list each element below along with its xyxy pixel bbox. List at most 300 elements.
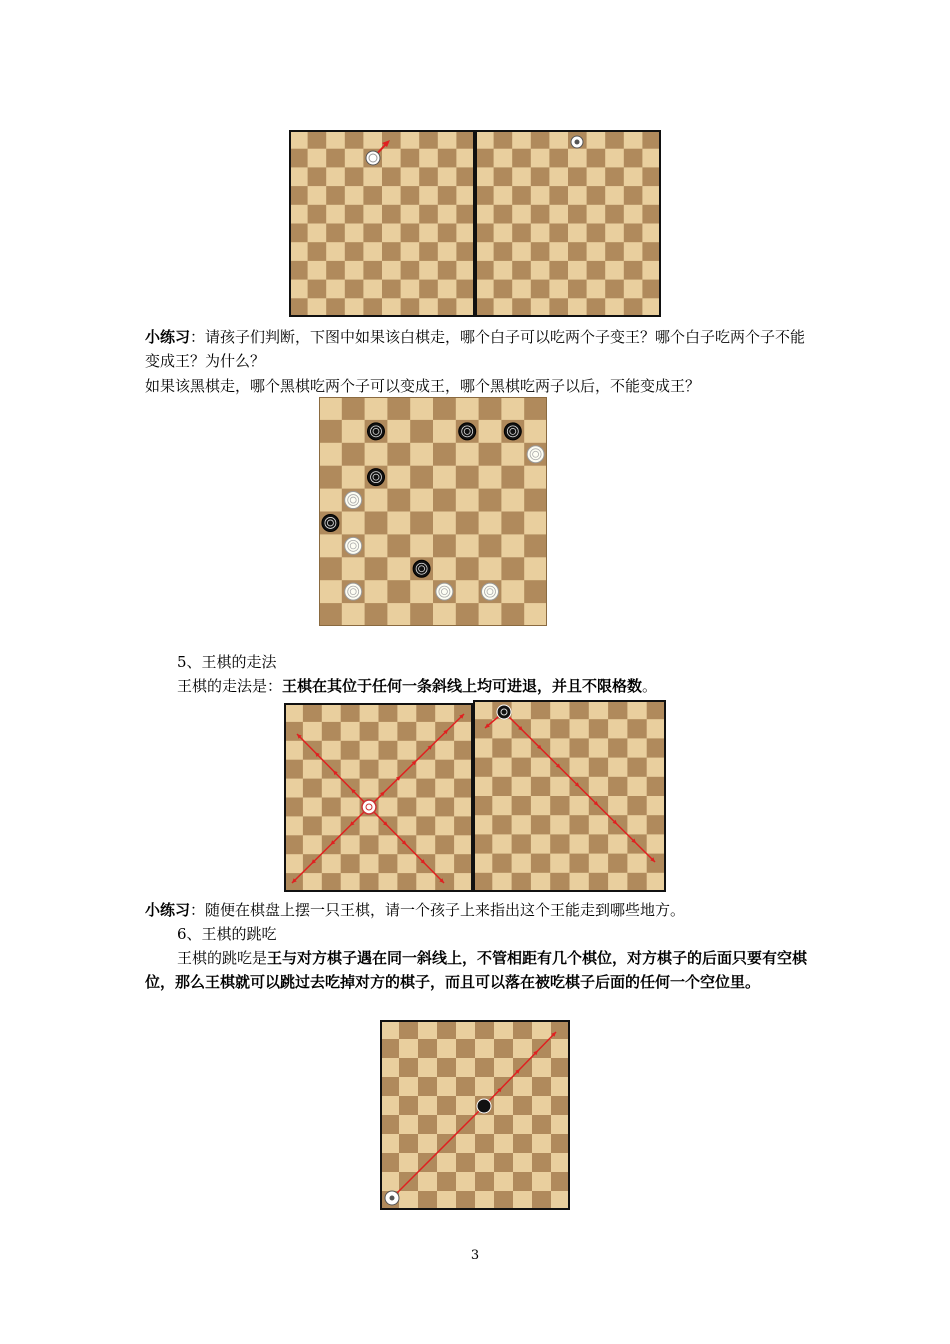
board-square: [345, 149, 364, 168]
board-square: [345, 167, 364, 186]
board-square: [456, 298, 475, 317]
exercise2-text: ：随便在棋盘上摆一只王棋，请一个孩子上来指出这个王能走到哪些地方。: [190, 901, 686, 919]
board-square: [416, 835, 435, 854]
board-square: [473, 796, 493, 816]
board-square: [549, 280, 568, 299]
board-square: [524, 397, 547, 420]
board-square: [380, 1172, 400, 1192]
board-square: [365, 443, 388, 466]
board-square: [627, 796, 647, 816]
board-square: [608, 777, 628, 797]
board-square: [322, 854, 341, 873]
board-square: [589, 815, 609, 835]
board-square: [513, 1134, 533, 1154]
board-square: [642, 130, 661, 149]
board-square: [531, 815, 551, 835]
board-square: [345, 261, 364, 280]
black-man-piece: [477, 1099, 491, 1113]
board-square: [418, 1077, 438, 1097]
board-square: [379, 760, 398, 779]
board-square: [624, 167, 643, 186]
board-square: [550, 873, 570, 892]
board-square: [401, 130, 420, 149]
board-square: [512, 242, 531, 261]
board-square: [647, 719, 666, 739]
board-square: [387, 557, 410, 580]
board-square: [435, 703, 454, 722]
board-square: [418, 1172, 438, 1192]
board-square: [479, 420, 502, 443]
board-square: [365, 557, 388, 580]
board-square: [531, 261, 550, 280]
board-square: [418, 1096, 438, 1116]
board-square: [479, 489, 502, 512]
board-square: [380, 1039, 400, 1059]
board-square: [531, 873, 551, 892]
board-square: [494, 1096, 514, 1116]
board-square: [513, 1115, 533, 1135]
board-square: [456, 1077, 476, 1097]
board-square: [551, 1153, 570, 1173]
board-square: [399, 1153, 419, 1173]
board-square: [475, 242, 494, 261]
board-square: [608, 796, 628, 816]
board-square: [570, 700, 590, 720]
board-square: [289, 186, 308, 205]
board-square: [454, 835, 473, 854]
board-square: [399, 1191, 419, 1210]
board-square: [284, 779, 303, 798]
board-square: [501, 603, 524, 626]
board-square: [456, 443, 479, 466]
board-square: [360, 760, 379, 779]
black-piece: [459, 423, 476, 440]
board-square: [479, 557, 502, 580]
board-square: [438, 149, 457, 168]
board-square: [435, 760, 454, 779]
board-square: [475, 1115, 495, 1135]
board-square: [513, 1020, 533, 1040]
board-square: [456, 1172, 476, 1192]
board-square: [605, 167, 624, 186]
board-square: [605, 242, 624, 261]
board-square: [570, 873, 590, 892]
board-square: [531, 186, 550, 205]
board-square: [513, 1172, 533, 1192]
board-square: [365, 580, 388, 603]
board-square: [454, 779, 473, 798]
board-square: [382, 167, 401, 186]
board-square: [549, 186, 568, 205]
board-square: [322, 816, 341, 835]
board-square: [475, 224, 494, 243]
board-square: [326, 224, 345, 243]
board-square: [627, 815, 647, 835]
board-square: [438, 205, 457, 224]
board-square: [473, 854, 493, 874]
board-square: [642, 186, 661, 205]
board-square: [438, 261, 457, 280]
board-square: [587, 242, 606, 261]
board-square: [397, 722, 416, 741]
board-square: [475, 1191, 495, 1210]
board-square: [605, 280, 624, 299]
board-square: [550, 854, 570, 874]
board-square: [382, 149, 401, 168]
board-square: [345, 224, 364, 243]
board-square: [410, 397, 433, 420]
board-square: [303, 835, 322, 854]
board-square: [456, 1096, 476, 1116]
board-square: [531, 796, 551, 816]
board-square: [419, 280, 438, 299]
board-square: [419, 224, 438, 243]
board-square: [551, 1058, 570, 1078]
board-square: [532, 1039, 552, 1059]
board-square: [570, 854, 590, 874]
board-square: [479, 603, 502, 626]
board-square: [418, 1134, 438, 1154]
board-square: [494, 186, 513, 205]
board-square: [319, 534, 342, 557]
exercise1-label: 小练习: [145, 328, 191, 346]
board-square: [308, 149, 327, 168]
board-square: [608, 758, 628, 778]
board-square: [647, 777, 666, 797]
board-square: [642, 149, 661, 168]
exercise1-paragraph: [145, 325, 810, 373]
board-square: [397, 854, 416, 873]
board-square: [289, 224, 308, 243]
board-square: [494, 1115, 514, 1135]
board-square: [605, 298, 624, 317]
board-square: [512, 738, 532, 758]
board-square: [531, 130, 550, 149]
board-square: [570, 738, 590, 758]
board-square: [587, 280, 606, 299]
board-square: [319, 557, 342, 580]
board-square: [326, 149, 345, 168]
board-square: [551, 1172, 570, 1192]
board-square: [365, 603, 388, 626]
board-square: [303, 703, 322, 722]
board-square: [360, 779, 379, 798]
board-square: [605, 205, 624, 224]
board-square: [492, 815, 512, 835]
board-square: [345, 186, 364, 205]
board-square: [382, 242, 401, 261]
board-square: [549, 261, 568, 280]
board-square: [550, 777, 570, 797]
board-square: [550, 834, 570, 854]
board-square: [524, 512, 547, 535]
board-square: [479, 397, 502, 420]
board-square: [410, 534, 433, 557]
board-square: [399, 1039, 419, 1059]
section5-paragraph: 王棋的走法是：王棋在其位于任何一条斜线上均可进退，并且不限格数。: [177, 677, 658, 695]
board-square: [532, 1020, 552, 1040]
board-square: [501, 443, 524, 466]
board-square: [454, 722, 473, 741]
board-square: [642, 298, 661, 317]
board-square: [549, 224, 568, 243]
board-square: [512, 298, 531, 317]
board-square: [360, 703, 379, 722]
board-square: [303, 873, 322, 892]
board-square: [608, 719, 628, 739]
board-square: [494, 1153, 514, 1173]
board-square: [326, 130, 345, 149]
board-square: [492, 777, 512, 797]
board-square: [624, 261, 643, 280]
board-square: [570, 719, 590, 739]
board-square: [532, 1191, 552, 1210]
board-square: [419, 205, 438, 224]
board-square: [322, 779, 341, 798]
board-square: [473, 758, 493, 778]
white-piece: [345, 583, 362, 600]
board-square: [531, 834, 551, 854]
board-square: [289, 298, 308, 317]
board-square: [568, 149, 587, 168]
board-square: [454, 873, 473, 892]
board-square: [435, 798, 454, 817]
board-square: [380, 1134, 400, 1154]
board-square: [512, 224, 531, 243]
board-square: [326, 298, 345, 317]
board-square: [456, 512, 479, 535]
board-square: [475, 1020, 495, 1040]
board-square: [308, 224, 327, 243]
board-square: [647, 738, 666, 758]
board-square: [399, 1077, 419, 1097]
board-square: [303, 798, 322, 817]
section5-heading: 5、王棋的走法: [177, 653, 277, 671]
board-square: [326, 242, 345, 261]
board-square: [479, 466, 502, 489]
board-square: [494, 149, 513, 168]
board-square: [551, 1020, 570, 1040]
board-square: [456, 534, 479, 557]
board-square: [342, 397, 365, 420]
board-square: [433, 397, 456, 420]
board-square: [438, 167, 457, 186]
board-square: [568, 186, 587, 205]
board-square: [399, 1096, 419, 1116]
board-square: [589, 873, 609, 892]
white-king-piece: [362, 800, 376, 814]
board-square: [531, 167, 550, 186]
board-square: [473, 738, 493, 758]
board-square: [501, 512, 524, 535]
board-square: [608, 834, 628, 854]
board-square: [531, 777, 551, 797]
board-square: [479, 534, 502, 557]
board-square: [587, 298, 606, 317]
board-square: [319, 420, 342, 443]
board-square: [382, 261, 401, 280]
board-square: [624, 298, 643, 317]
board-square: [647, 834, 666, 854]
board-square: [589, 719, 609, 739]
board-square: [341, 722, 360, 741]
board-square: [360, 722, 379, 741]
board-square: [438, 130, 457, 149]
board-square: [401, 186, 420, 205]
board-square: [345, 205, 364, 224]
board-king-moves-center: [284, 703, 473, 892]
board-square: [627, 777, 647, 797]
board-square: [589, 700, 609, 720]
board-square: [475, 167, 494, 186]
board-square: [512, 700, 532, 720]
board-square: [501, 580, 524, 603]
board-square: [379, 798, 398, 817]
board-square: [360, 741, 379, 760]
board-square: [512, 815, 532, 835]
board-square: [437, 1058, 457, 1078]
board-square: [492, 873, 512, 892]
board-square: [418, 1058, 438, 1078]
board-square: [531, 700, 551, 720]
board-square: [494, 261, 513, 280]
board-square: [303, 779, 322, 798]
board-square: [475, 149, 494, 168]
board-square: [342, 466, 365, 489]
board-square: [435, 854, 454, 873]
board-square: [551, 1191, 570, 1210]
board-square: [513, 1153, 533, 1173]
board-square: [456, 1020, 476, 1040]
board-square: [475, 1077, 495, 1097]
board-square: [326, 261, 345, 280]
board-square: [319, 466, 342, 489]
board-square: [437, 1191, 457, 1210]
board-square: [531, 205, 550, 224]
board-square: [363, 167, 382, 186]
board-square: [433, 534, 456, 557]
board-square: [433, 557, 456, 580]
board-square: [437, 1115, 457, 1135]
board-square: [532, 1172, 552, 1192]
board-square: [475, 1058, 495, 1078]
board-square: [605, 261, 624, 280]
board-square: [608, 854, 628, 874]
board-square: [433, 420, 456, 443]
board-square: [363, 205, 382, 224]
board-square: [284, 703, 303, 722]
board-square: [437, 1039, 457, 1059]
board-square: [587, 149, 606, 168]
board-square: [550, 738, 570, 758]
board-square: [363, 298, 382, 317]
board-square: [365, 397, 388, 420]
board-square: [642, 205, 661, 224]
board-square: [341, 854, 360, 873]
board-square: [341, 703, 360, 722]
board-square: [410, 512, 433, 535]
board-square: [456, 261, 475, 280]
board-square: [532, 1058, 552, 1078]
black-piece: [413, 560, 430, 577]
board-square: [341, 760, 360, 779]
board-square: [627, 758, 647, 778]
board-square: [532, 1077, 552, 1097]
board-square: [531, 854, 551, 874]
board-square: [456, 397, 479, 420]
board-square: [624, 242, 643, 261]
board-square: [605, 186, 624, 205]
board-square: [551, 1096, 570, 1116]
board-square: [308, 205, 327, 224]
board-square: [512, 205, 531, 224]
board-square: [416, 798, 435, 817]
board-square: [437, 1153, 457, 1173]
board-square: [589, 738, 609, 758]
board-square: [647, 796, 666, 816]
board-square: [513, 1191, 533, 1210]
board-square: [512, 261, 531, 280]
board-square: [568, 205, 587, 224]
board-square: [605, 149, 624, 168]
board-square: [608, 873, 628, 892]
board-square: [284, 854, 303, 873]
board-square: [410, 420, 433, 443]
board-square: [399, 1134, 419, 1154]
board-square: [387, 512, 410, 535]
board-square: [570, 815, 590, 835]
board-square: [419, 242, 438, 261]
board-square: [437, 1172, 457, 1192]
board-square: [475, 1172, 495, 1192]
white-piece: [436, 583, 453, 600]
board-square: [418, 1191, 438, 1210]
board-square: [475, 1039, 495, 1059]
board-square: [342, 420, 365, 443]
board-square: [410, 603, 433, 626]
board-square: [399, 1058, 419, 1078]
board-square: [532, 1096, 552, 1116]
board-square: [627, 873, 647, 892]
board-square: [532, 1153, 552, 1173]
board-square: [456, 205, 475, 224]
board-square: [284, 835, 303, 854]
board-square: [289, 205, 308, 224]
board-square: [524, 603, 547, 626]
board-square: [551, 1115, 570, 1135]
board-square: [494, 167, 513, 186]
board-square: [627, 738, 647, 758]
board-square: [284, 798, 303, 817]
black-king-piece: [497, 705, 511, 719]
board-square: [589, 777, 609, 797]
board-square: [494, 298, 513, 317]
board-square: [419, 186, 438, 205]
board-square: [308, 280, 327, 299]
board-square: [322, 722, 341, 741]
board-square: [342, 443, 365, 466]
exercise1-text: ：请孩子们判断，下图中如果该白棋走，哪个白子可以吃两个子变王？哪个白子吃两个子不能变成王？为什么？: [145, 328, 806, 370]
board-square: [492, 854, 512, 874]
board-square: [512, 834, 532, 854]
board-square: [416, 873, 435, 892]
board-square: [492, 758, 512, 778]
black-piece: [504, 423, 521, 440]
board-square: [379, 835, 398, 854]
black-piece: [368, 469, 385, 486]
board-square: [303, 816, 322, 835]
board-king-capture: [380, 1020, 570, 1210]
